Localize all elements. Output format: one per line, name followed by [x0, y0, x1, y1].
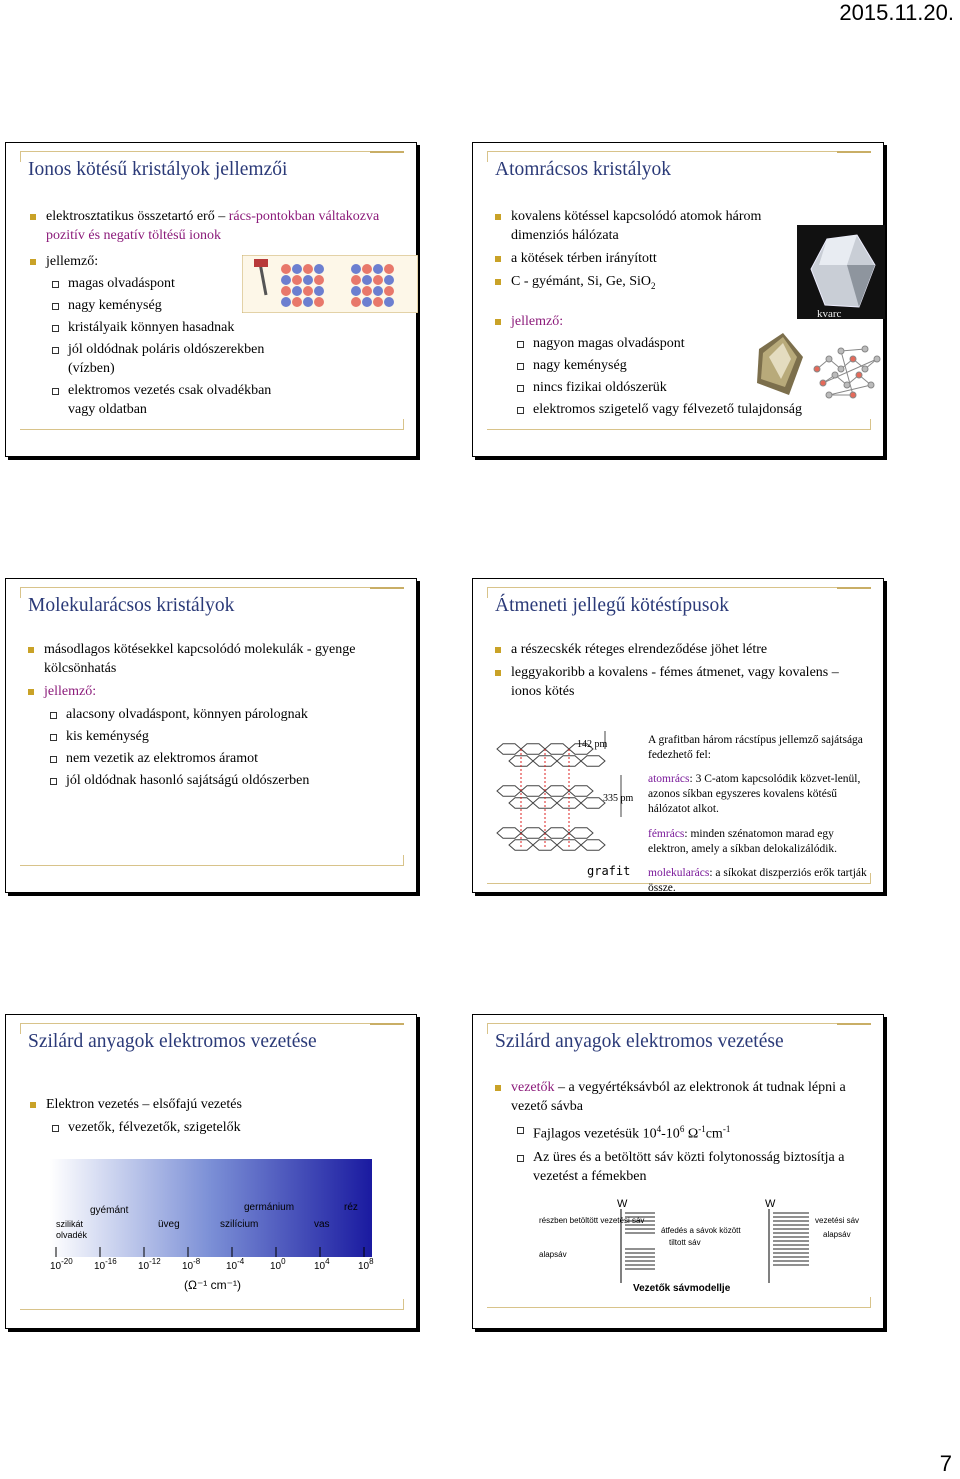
ion-sphere — [281, 297, 291, 307]
graphite-hexagon — [581, 756, 605, 766]
sub-item: nagyon magas olvadáspont — [513, 334, 733, 353]
ion-sphere — [314, 275, 324, 285]
ion-sphere — [292, 297, 302, 307]
label-vas: vas — [314, 1219, 330, 1230]
ion-sphere — [292, 286, 302, 296]
lattice-atom — [814, 366, 820, 372]
ion-sphere — [292, 264, 302, 274]
graphite-hexagon — [581, 840, 605, 850]
sub-text: Fajlagos vezetésük 10 — [533, 1126, 657, 1142]
sub-item: alacsony olvadáspont, könnyen párolognak — [46, 705, 406, 724]
graphite-hexagon — [521, 786, 545, 796]
slide-frame-bottom — [20, 1299, 404, 1310]
dim-142: 142 pm — [577, 739, 608, 750]
ion-sphere — [373, 275, 383, 285]
ion-sphere — [384, 275, 394, 285]
graphite-atomrács — [648, 772, 873, 817]
tick-exponent: 0 — [281, 1257, 286, 1266]
slide-conduction-2 — [472, 1014, 884, 1329]
bullet-item: kovalens kötéssel kapcsolódó atomok három dimenziós hálózata — [493, 207, 803, 245]
lattice-atom — [850, 356, 856, 362]
graphite-hexagon — [569, 786, 593, 796]
graphite-hexagon — [569, 828, 593, 838]
ionic-lattice-image — [242, 255, 418, 313]
ion-sphere — [351, 297, 361, 307]
bullet-text: C - gyémánt, Si, Ge, SiO — [511, 274, 651, 289]
graphite-molekularács — [648, 866, 873, 896]
unit-label: (Ω⁻¹ cm⁻¹) — [184, 1278, 241, 1292]
ion-sphere — [281, 286, 291, 296]
lattice-atom — [832, 372, 838, 378]
bullet-item — [28, 207, 388, 245]
ion-sphere — [384, 297, 394, 307]
ion-sphere — [292, 275, 302, 285]
grafit-label: grafit — [587, 864, 631, 878]
ion-sphere — [303, 297, 313, 307]
bullet-item: a kötések térben irányított — [493, 249, 803, 268]
quartz-crystal-image — [797, 225, 887, 319]
graphite-hexagon — [545, 828, 569, 838]
sub-item: kristályaik könnyen hasadnak — [48, 318, 268, 337]
sub-item: vezetők, félvezetők, szigetelők — [48, 1118, 408, 1137]
sub-item: nagy keménység — [513, 356, 733, 375]
sub-text: -10 — [661, 1126, 680, 1142]
sub-item: jól oldódnak hasonló sajátságú oldószerben — [46, 771, 406, 790]
tick-label: $10^0$ — [270, 1257, 286, 1272]
sub-text: cm — [705, 1126, 723, 1142]
diamond-lattice-image — [809, 339, 885, 403]
ion-sphere — [303, 275, 313, 285]
graphite-structure-image — [487, 729, 637, 885]
para-text: : 3 C-atom kapcsolódik közvet-lenül, azonos síkban egyszeres kovalens kötésű hálózatot alkot. — [648, 773, 861, 815]
slide-title: Szilárd anyagok elektromos vezetése — [495, 1031, 784, 1052]
bullet-item — [493, 1078, 873, 1116]
sub-item: kis keménység — [46, 727, 406, 746]
bullet-item: leggyakoribb a kovalens - fémes átmenet, vagy kovalens – ionos kötés — [493, 663, 863, 701]
bullet-text: – a vegyértéksávból az elektronok át tudnak lépni a vezető sávba — [511, 1080, 846, 1114]
highlight-text: rács-pontokban váltakozva pozitív és negatív töltésű ionok — [46, 209, 380, 243]
superscript: 4 — [656, 1124, 662, 1134]
lattice-atom — [862, 366, 868, 372]
highlight-text: fémrács — [648, 828, 685, 840]
sub-item: magas olvadáspont — [48, 274, 248, 293]
lattice-atom — [838, 366, 844, 372]
sub-text: Ω — [684, 1126, 699, 1142]
graphite-hexagon — [521, 744, 545, 754]
conductivity-scale-image — [44, 1155, 378, 1297]
ion-sphere — [362, 286, 372, 296]
tick-label: $10^{-12}$ — [138, 1257, 161, 1272]
ion-sphere — [303, 264, 313, 274]
sub-item: nem vezetik az elektromos áramot — [46, 749, 406, 768]
lattice-bond — [823, 359, 877, 383]
superscript: 6 — [679, 1124, 685, 1134]
sub-item: Az üres és a betöltött sáv közti folytonosság biztosítja a vezetést a fémekben — [513, 1148, 873, 1186]
slide-title: Molekularácsos kristályok — [28, 595, 235, 616]
tick-label: $10^{-4}$ — [226, 1257, 245, 1272]
label-germanium: germánium — [244, 1202, 295, 1213]
bullet-item: Elektron vezetés – elsőfajú vezetés — [28, 1095, 408, 1114]
bullet-item — [493, 272, 803, 296]
graphite-hexagon — [545, 744, 569, 754]
bullet-item: jellemző: — [493, 312, 803, 331]
ion-sphere — [384, 264, 394, 274]
bullet-list — [26, 640, 406, 790]
tick-exponent: -4 — [237, 1257, 245, 1266]
band-model-caption: Vezetők sávmodellje — [633, 1283, 731, 1294]
slide-title: Szilárd anyagok elektromos vezetése — [28, 1031, 317, 1052]
tick-label: $10^8$ — [358, 1257, 374, 1272]
bullet-list — [28, 207, 388, 419]
ion-sphere — [314, 297, 324, 307]
graphite-intro: A grafitban három rácstípus jellemző sajátsága fedezhető fel: — [648, 734, 863, 761]
subscript: 2 — [651, 280, 656, 291]
tick-label: $10^4$ — [314, 1257, 330, 1272]
lattice-atom — [874, 356, 880, 362]
slide-frame-bottom — [20, 419, 404, 430]
ion-sphere — [303, 286, 313, 296]
graphite-hexagon — [497, 744, 521, 754]
lattice-atom — [820, 380, 826, 386]
ion-sphere — [362, 264, 372, 274]
tick-exponent: -16 — [105, 1257, 117, 1266]
page-number: 7 — [939, 1451, 952, 1476]
ion-sphere — [384, 286, 394, 296]
graphite-hexagon — [497, 828, 521, 838]
lattice-atom — [862, 346, 868, 352]
slide-frame-bottom — [487, 419, 871, 430]
bullet-item: jellemző: — [28, 252, 388, 271]
ion-sphere — [373, 286, 383, 296]
graphite-hexagon — [545, 786, 569, 796]
label-szilikat-line2: olvadék — [56, 1230, 88, 1240]
ion-sphere — [373, 297, 383, 307]
lattice-atom — [838, 348, 844, 354]
ion-sphere — [373, 264, 383, 274]
tick-exponent: -20 — [61, 1257, 73, 1266]
bullet-list — [493, 640, 863, 701]
ion-sphere — [362, 275, 372, 285]
lattice-atom — [850, 392, 856, 398]
graphite-fémrács — [648, 827, 873, 857]
slide-title: Ionos kötésű kristályok jellemzői — [28, 159, 288, 180]
date-header: 2015.11.20. — [839, 0, 954, 25]
tick-exponent: -12 — [149, 1257, 161, 1266]
slide-atomic-crystals — [472, 142, 884, 457]
para-text: : minden szénatomon marad egy elektron, amely a síkban delokalizálódik. — [648, 828, 838, 855]
ion-sphere — [351, 286, 361, 296]
ion-sphere — [314, 264, 324, 274]
highlight-text: molekularács — [648, 867, 710, 879]
superscript: -1 — [698, 1124, 706, 1134]
graphite-hexagon — [581, 798, 605, 808]
para-text: : a síkokat diszperziós erők tartják össze. — [648, 867, 867, 894]
tick-label: $10^{-20}$ — [50, 1257, 73, 1272]
label-rez: réz — [344, 1202, 358, 1213]
forbidden-label: tiltott sáv — [669, 1238, 701, 1247]
bullet-list — [28, 1095, 408, 1137]
graphite-hexagon — [521, 828, 545, 838]
graphite-hexagon — [497, 786, 521, 796]
ion-sphere — [281, 264, 291, 274]
slide-molecular-crystals — [5, 578, 417, 893]
lattice-bond — [841, 349, 865, 351]
partial-band-label: részben betöltött vezetési sáv — [539, 1216, 645, 1225]
sub-item: elektromos szigetelő vagy félvezető tulajdonság — [513, 400, 853, 419]
band-model-image — [529, 1193, 869, 1305]
base-band-label-2: alapsáv — [823, 1230, 851, 1239]
ion-sphere — [362, 297, 372, 307]
sub-item: elektromos vezetés csak olvadékban vagy oldatban — [48, 381, 288, 419]
sub-item: nagy keménység — [48, 296, 248, 315]
slide-frame-bottom — [20, 855, 404, 866]
tick-exponent: -8 — [193, 1257, 201, 1266]
slide-transition-bonds — [472, 578, 884, 893]
lattice-atom — [844, 382, 850, 388]
tick-exponent: 4 — [325, 1257, 330, 1266]
bullet-item: másodlagos kötésekkel kapcsolódó molekulák - gyenge kölcsönhatás — [26, 640, 406, 678]
slide-title: Atomrácsos kristályok — [495, 159, 672, 180]
slide-conduction-1 — [5, 1014, 417, 1329]
tick-label: $10^{-16}$ — [94, 1257, 117, 1272]
lattice-atom — [826, 392, 832, 398]
superscript: -1 — [722, 1124, 731, 1134]
tick-label: $10^{-8}$ — [182, 1257, 201, 1272]
label-szilikat-line1: szilikát — [56, 1219, 84, 1229]
slide-title: Átmeneti jellegű kötéstípusok — [495, 595, 729, 616]
slide-ionic-crystals — [5, 142, 417, 457]
lattice-atom — [826, 356, 832, 362]
sub-item — [513, 1120, 873, 1144]
ion-sphere — [314, 286, 324, 296]
label-uveg: üveg — [158, 1219, 180, 1230]
sub-item: jól oldódnak poláris oldószerekben (vízben) — [48, 340, 298, 378]
label-gyemant: gyémánt — [90, 1205, 129, 1216]
lattice-atom — [868, 382, 874, 388]
bullet-item: a részecskék réteges elrendeződése jöhet létre — [493, 640, 863, 659]
overlap-label: átfedés a sávok között — [661, 1226, 741, 1235]
bullet-item: jellemző: — [26, 682, 406, 701]
kvarc-label: kvarc — [817, 308, 842, 319]
ion-sphere — [351, 275, 361, 285]
bullet-text: elektrosztatikus összetartó erő – — [46, 209, 229, 224]
w-label-1: W — [617, 1198, 628, 1210]
lattice-atom — [856, 372, 862, 378]
w-label-2: W — [765, 1198, 776, 1210]
cond-band-label: vezetési sáv — [815, 1216, 860, 1225]
label-szilicium: szilícium — [220, 1219, 259, 1230]
ion-sphere — [351, 264, 361, 274]
dim-335: 335 pm — [603, 793, 634, 804]
label-szilikat — [56, 1219, 88, 1240]
sub-item: nincs fizikai oldószerük — [513, 378, 733, 397]
base-band-label: alapsáv — [539, 1250, 567, 1259]
tick-exponent: 8 — [369, 1257, 374, 1266]
bullet-list — [493, 1078, 873, 1186]
highlight-text: atomrács — [648, 773, 690, 785]
highlight-text: vezetők — [511, 1080, 555, 1095]
diamond-image — [749, 329, 805, 399]
ion-sphere — [281, 275, 291, 285]
